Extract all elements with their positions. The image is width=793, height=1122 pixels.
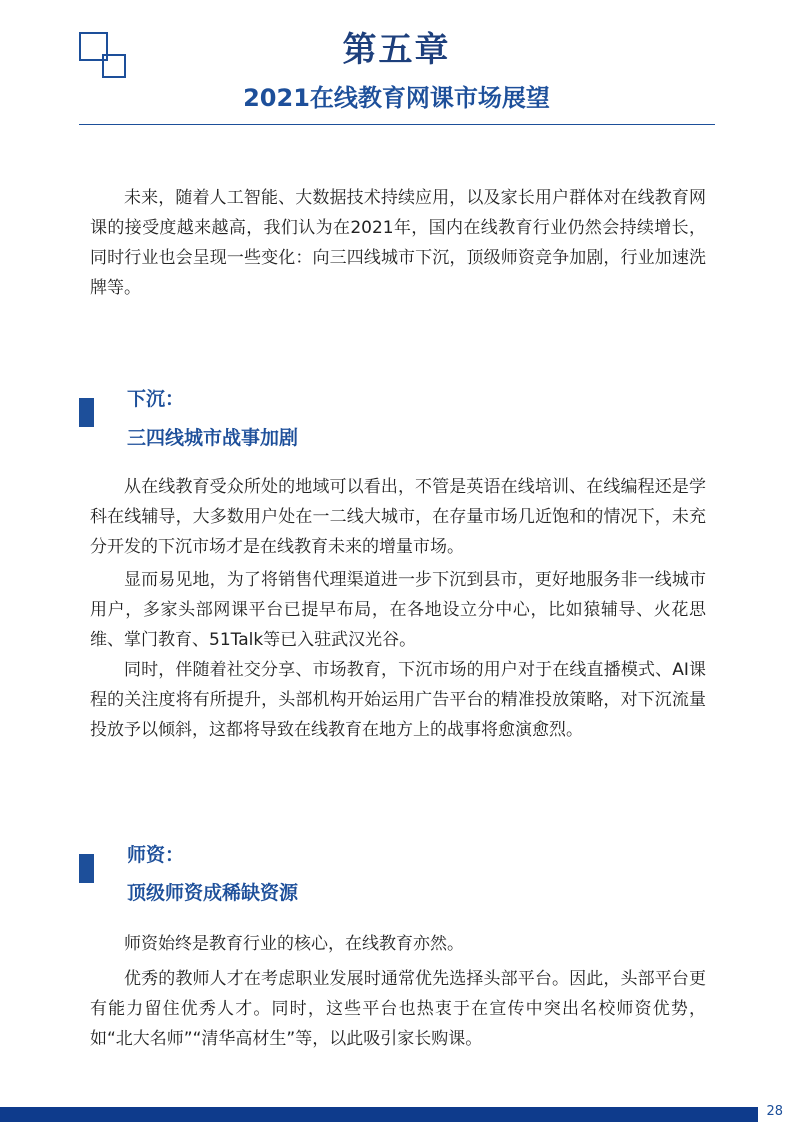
header-divider — [79, 124, 715, 125]
body-paragraph: 显而易见地，为了将销售代理渠道进一步下沉到县市，更好地服务非一线城市用户，多家头部网课平台已提早布局，在各地设立分中心，比如猿辅导、火花思维、掌门教育、51Talk等已入驻武汉光谷。 — [90, 570, 706, 650]
chapter-subtitle: 2021在线教育网课市场展望 — [243, 84, 550, 112]
section-title: 顶级师资成稀缺资源 — [127, 882, 299, 904]
footer-bar — [0, 1107, 758, 1122]
section-label: 下沉： — [127, 388, 185, 410]
section-marker-icon — [79, 398, 94, 427]
intro-paragraph: 未来，随着人工智能、大数据技术持续应用，以及家长用户群体对在线教育网课的接受度越来越高，我们认为在2021年，国内在线教育行业仍然会持续增长，同时行业也会呈现一些变化：向三四线城市下沉，顶级师资竞争加剧，行业加速洗牌等。 — [90, 188, 706, 298]
body-paragraph: 优秀的教师人才在考虑职业发展时通常优先选择头部平台。因此，头部平台更有能力留住优秀人才。同时，这些平台也热衷于在宣传中突出名校师资优势，如“北大名师”“清华高材生”等，以此吸引家长购课。 — [90, 969, 706, 1049]
body-paragraph: 从在线教育受众所处的地域可以看出，不管是英语在线培训、在线编程还是学科在线辅导，大多数用户处在一二线大城市，在存量市场几近饱和的情况下，未充分开发的下沉市场才是在线教育未来的增量市场。 — [90, 477, 706, 557]
body-paragraph: 同时，伴随着社交分享、市场教育，下沉市场的用户对于在线直播模式、AI课程的关注度将有所提升，头部机构开始运用广告平台的精准投放策略，对下沉流量投放予以倾斜，这都将导致在线教育在地方上的战事将愈演愈烈。 — [90, 660, 706, 740]
section-title: 三四线城市战事加剧 — [127, 427, 299, 449]
section-marker-icon — [79, 854, 94, 883]
chapter-title: 第五章 — [342, 30, 451, 70]
body-paragraph: 师资始终是教育行业的核心，在线教育亦然。 — [124, 934, 464, 954]
page-number: 28 — [766, 1104, 783, 1119]
section-label: 师资： — [127, 844, 185, 866]
